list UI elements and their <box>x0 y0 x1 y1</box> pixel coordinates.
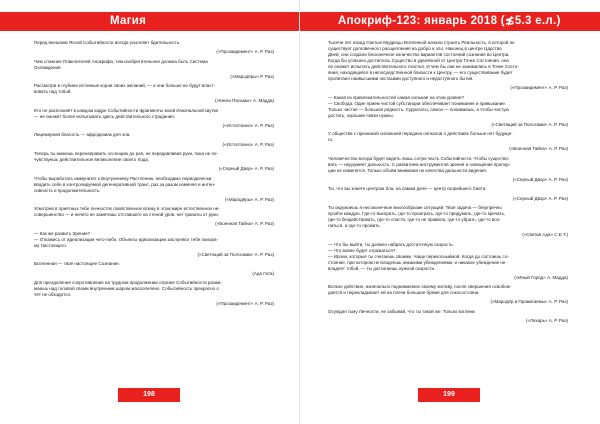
text-line: Охлаждения. <box>34 64 62 70</box>
text-line: («Прозаидемент» А. Р. Раэ) <box>216 49 274 55</box>
paragraph <box>34 59 274 71</box>
citation <box>34 98 274 104</box>
text-line: го. <box>328 137 334 143</box>
text-line: («Светая Ада» С.Е.Т.) <box>522 232 568 238</box>
text-line: вовать над тобой. <box>34 89 72 95</box>
citation <box>328 318 568 324</box>
right-page-title: Апокриф-123: январь 2018 (≴5.3 е.л.) <box>338 15 561 27</box>
text-line: («Прозаидемент» А. Р. Раэ) <box>216 301 274 307</box>
text-line: Ты окружаешь я несоконечное многообразие ситуаций. Твоя задача — безупречно <box>328 204 502 210</box>
text-line: вводить себе в контролируемой дегенеративной транс, раз за разом изменяя и интен- <box>34 181 216 187</box>
citation <box>34 142 274 148</box>
citation <box>34 123 274 129</box>
text-line: — Что бы выйти, ты должен набрать достаточную скорость. <box>328 241 454 247</box>
left-page-number: 198 <box>143 391 155 398</box>
text-line: существует долговечного расщепления на добро и зло. Наконец в центре Царства <box>328 46 502 51</box>
paragraph <box>328 131 568 143</box>
paragraph <box>328 309 568 315</box>
text-line: не сможет испытать действительного счастья. И чем бы они не занимались в Точке Состо- <box>328 64 519 69</box>
citation <box>34 197 274 203</box>
citation <box>34 221 274 227</box>
text-line: совершенство — и ничего не заметишь отставшего на стеной уров, нет гранаты от руки. <box>34 212 220 218</box>
text-line: Лицемерная благость — афродизиак для зла. <box>34 132 131 138</box>
text-line: («Серный Двор» А. Р. Раэ) <box>512 195 568 201</box>
text-line: Дней, они создали бесконечное количество вариантов состояний сознания во Центра. <box>328 52 510 57</box>
text-line: — Что вовне будет отражаться? <box>328 247 396 253</box>
text-line: Когда бы успешно достиглось Существо в удалённой от Центра Точке Состояния, она <box>328 58 509 63</box>
text-line: чувствуешь действительное великолепие своего Хода. <box>34 156 150 162</box>
citation <box>34 74 274 80</box>
text-line: Осуждая тьму Личности, не забывай, что ты такой же. Только взгляни. <box>328 308 476 314</box>
paragraph <box>34 280 274 298</box>
citation <box>328 299 568 305</box>
text-line: («Военная Тайна» А. Р. Раэ) <box>215 221 274 227</box>
citation <box>34 271 274 277</box>
text-line: («Истоптанно» А. Р. Раэ) <box>222 141 274 147</box>
text-line: дается и перекладывает ей на плечи большее бремя для сокосостояни. <box>328 290 480 296</box>
text-line: — Откажись от идеализации чего-либо. Объекты идеализации заслоняют тебе панора- <box>34 236 218 242</box>
citation <box>34 301 274 307</box>
text-line: Вселенная — твоё настоящее Сознание. <box>34 261 120 267</box>
citation <box>328 177 568 183</box>
text-line: яния, находящейся в непосредственной близости к Центру, — его существование будет <box>328 70 513 75</box>
citation <box>328 232 568 238</box>
paragraph <box>34 261 274 267</box>
text-line: — Свобода. Один прием чистой субстанции обеспечивает понимание и привыкание. <box>328 100 506 106</box>
text-line: где-то бездействовать, где-то спасти, где-то не прави́ла, где-то убрать, где-то воз- <box>328 216 501 222</box>
text-line: достать, хорошие связи нужны. <box>328 112 394 118</box>
right-page-header <box>300 12 600 31</box>
paragraph <box>328 95 568 119</box>
citation <box>34 49 274 55</box>
left-page-number-box <box>118 388 180 402</box>
text-line: Ты, что вы знаете центром Зла, на самом деле — центр скорейшего Света. <box>328 186 487 192</box>
text-line: («Серный Двор» А. Р. Раэ) <box>218 166 274 172</box>
text-line: («Прозаидемент» А. Р. Раэ) <box>510 85 568 91</box>
right-page-number: 199 <box>443 391 455 398</box>
left-page-body <box>34 40 274 311</box>
citation <box>328 275 568 281</box>
paragraph <box>34 132 274 138</box>
text-line: («Военная Тайна» А. Р. Раэ) <box>509 146 568 152</box>
citation <box>34 166 274 172</box>
text-line: («Серный Двор» А. Р. Раэ) <box>512 177 568 183</box>
citation <box>34 252 274 258</box>
text-line: Кто не распознаёт в каждом кадре Событийности фрагменты моей Изначальной Шутки <box>34 107 219 113</box>
paragraph <box>328 205 568 229</box>
text-line: Тысячи лет назад Светые Мудрецы Вселенной начали строить Реальность, в которой не <box>328 40 515 45</box>
paragraph <box>328 40 568 82</box>
text-line: вать — недоумеет дальность. С развитием инструментов зрения и освещения пропор- <box>328 161 511 167</box>
text-line: Чтобы выработать иммунитет к Внутреннему Растлению, необходимо периодически <box>34 175 212 181</box>
text-line: чёт не обходится. <box>34 291 72 297</box>
text-line: Теперь ты можешь перенаправить эссенцию до рая, не передавливая руки, пока не по- <box>34 150 218 156</box>
text-line: — Как же развить Зрение? <box>34 230 91 236</box>
text-line: пропитано наивысшими экстазами доступного и недоступного бытия. <box>328 76 474 81</box>
paragraph <box>34 231 274 249</box>
paragraph <box>328 242 568 272</box>
text-line: Для преодоления сопротивления на трудном продолжении отрезке Событийности разжи- <box>34 279 222 285</box>
text-line: («Лехарь» А. Р. Раэ) <box>526 318 568 324</box>
paragraph <box>34 151 274 163</box>
citation <box>328 146 568 152</box>
text-line: — не сможет более испытывать здесь действительного страдания. <box>34 113 175 119</box>
text-line: (Ада Гита) <box>252 270 274 276</box>
text-line: Рассмотри в глубине истинные корни своих желаний, — и они больше не будут власт- <box>34 83 216 89</box>
text-line: У общества с признакой силаешей передачи сигналов о действиях больше нет будуще- <box>328 131 513 137</box>
left-page-header <box>0 12 300 31</box>
right-page <box>300 0 600 424</box>
text-line: Чем сложнее Повелителей Апокрифа, тем изобретательнее должна быть Система <box>34 58 208 64</box>
text-line: («Мародёры» А. Р. Раэ) <box>224 196 274 202</box>
text-line: сивность и продолжительность. <box>34 187 101 193</box>
text-line: Всякое действие, изначально поднимаемое своему мотиву, после свершения освобож- <box>328 284 512 290</box>
text-line: пройти каждую. Где-то выиграть, где-то проиграть, где-то придумать, где-то кричать, <box>328 210 506 216</box>
text-line: ции не изменятся. Только объём внимания не качества дальности видения. <box>328 167 488 173</box>
text-line: Усмотрев в приятных тебе личностях свойственное всему в этом мире естественное не- <box>34 206 220 212</box>
paragraph <box>34 206 274 218</box>
paragraph <box>328 186 568 192</box>
citation <box>328 196 568 202</box>
text-line: Перед внешним Ясной Событийности всегда усыпляет бдительность. <box>34 40 181 45</box>
text-line: литься, а где-то прожить. <box>328 222 381 228</box>
text-line: — Какая из привлекательностей самая сильная на этом уровне? <box>328 94 464 100</box>
paragraph <box>34 176 274 194</box>
paragraph <box>328 284 568 296</box>
text-line: («Книги Пальмы» А. Мадда) <box>215 98 274 104</box>
text-line: Человечество всегда будет видеть лишь сотую часть Событийности. Чтобы существо- <box>328 155 510 161</box>
citation <box>328 122 568 128</box>
right-page-number-box <box>418 388 480 402</box>
text-line: маешь над головой своим внутренним шаром жалоопелено. Событийность прекрасно о <box>34 285 219 291</box>
left-page-title: Магия <box>110 15 147 27</box>
text-line: («Истоптанно» А. Р. Раэ) <box>222 123 274 129</box>
text-line: му Настоящего. <box>34 242 68 248</box>
text-line: («Светящий за Полосами» А. Р. Раэ) <box>197 252 274 258</box>
text-line: владеет тобой, — ты достигаешь нужной скорости. <box>328 265 436 271</box>
paragraph <box>34 108 274 120</box>
text-line: («Светящий за Полосами» А. Р. Раэ) <box>491 121 568 127</box>
paragraph <box>34 83 274 95</box>
right-page-body <box>328 40 568 327</box>
text-line: («Иный Город» А. Мадда) <box>514 274 568 280</box>
text-line: стояние, при котором не владеешь никакими убеждениями, и никакое убеждение не <box>328 259 506 265</box>
text-line: — Ирони, которые ты считаешь своими. Чаще перекосные́мой. Когда до состоишь со- <box>328 253 509 259</box>
text-line: («Мародёр и Прожигаемы» А. Р. Раэ) <box>490 299 568 305</box>
text-line: («Мародёры» Р. Раэ) <box>230 73 274 79</box>
paragraph <box>328 156 568 174</box>
citation <box>328 85 568 91</box>
text-line: Только чистая — большая редкость. Суррогаты, смеси — понимаешь, а чтобы чистую <box>328 106 509 112</box>
paragraph <box>34 40 274 46</box>
